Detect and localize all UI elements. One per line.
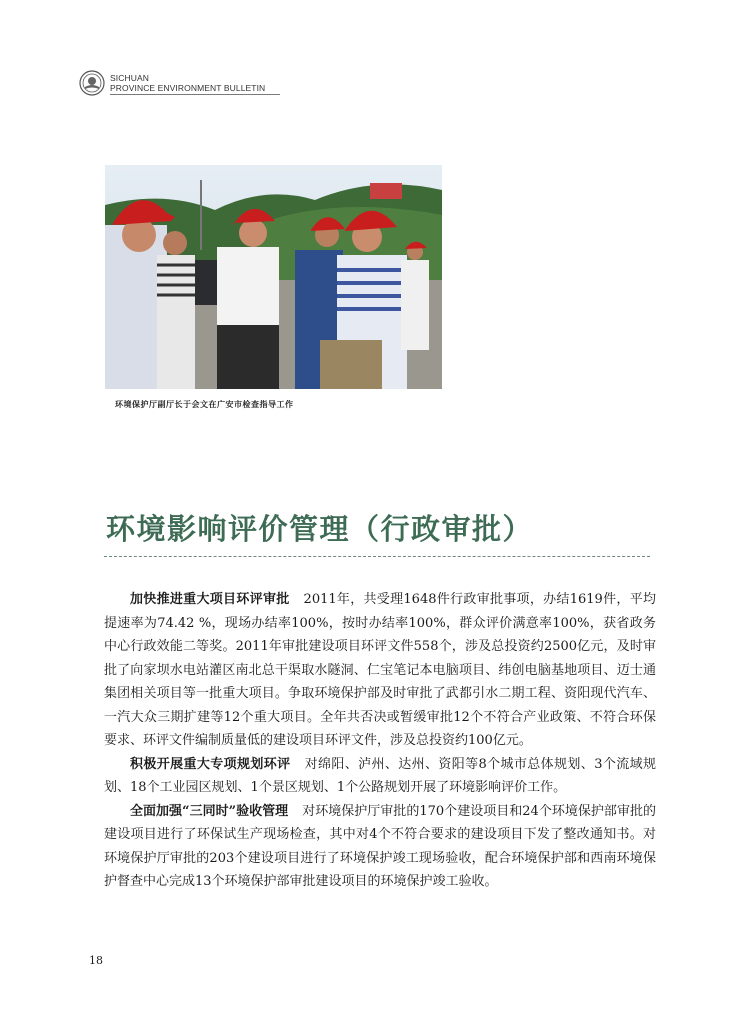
environment-emblem-icon — [79, 70, 105, 96]
section-title: 环境影响评价管理（行政审批） — [106, 512, 534, 546]
bulletin-header — [79, 70, 279, 102]
paragraph-lead: 全面加强“三同时”验收管理 — [130, 803, 289, 819]
paragraph-lead: 加快推进重大项目环评审批 — [130, 592, 290, 607]
header-line-2: PROVINCE ENVIRONMENT BULLETIN — [110, 83, 266, 93]
article-body — [104, 588, 656, 894]
paragraph-text: 2011年，共受理1648件行政审批事项，办结1619件，平均提速率为74.42 %，现场办结率100%，按时办结率100%，群众评价满意率100%，获省政务中心行政效能二等奖。2011年审批建设项目环评文件558个，涉及总投资约2500亿元，及时审批了向家坝水电站灌区南北总干渠取水隧洞、仁宝笔记本电脑项目、纬创电脑基地项目、迈士通集团相关项目等一批重大项目。争取环境保护部及时审批了武都引水二期工程、资阳现代汽车、一汽大众三期扩建等12个重大项目。全年共否决或暂缓审批12个不符合产业政策、不符合环保要求、环评文件编制质量低的建设项目环评文件，涉及总投资约100亿元。 — [104, 592, 656, 748]
header-line-1: SICHUAN — [110, 73, 149, 83]
paragraph — [104, 588, 656, 753]
paragraph-text: 对绵阳、泸州、达州、资阳等8个城市总体规划、3个流域规划、18个工业园区规划、1个景区规划、1个公路规划开展了环境影响评价工作。 — [104, 756, 656, 795]
header-title — [110, 73, 265, 93]
header-divider — [110, 94, 280, 95]
inspection-photo — [105, 165, 442, 389]
title-divider — [104, 556, 650, 557]
paragraph-text: 对环境保护厅审批的170个建设项目和24个环境保护部审批的建设项目进行了环保试生产现场检查，其中对4个不符合要求的建设项目下发了整改通知书。对环境保护厅审批的203个建设项目进行了环境保护竣工现场验收，配合环境保护部和西南环境保护督查中心完成13个环境保护部审批建设项目的环境保护竣工验收。 — [104, 803, 656, 889]
photo-caption: 环境保护厅副厅长于会文在广安市检查指导工作 — [115, 399, 294, 409]
page-number: 18 — [89, 954, 103, 967]
paragraph-lead: 积极开展重大专项规划环评 — [130, 756, 291, 772]
paragraph — [104, 800, 656, 894]
paragraph — [104, 753, 656, 800]
